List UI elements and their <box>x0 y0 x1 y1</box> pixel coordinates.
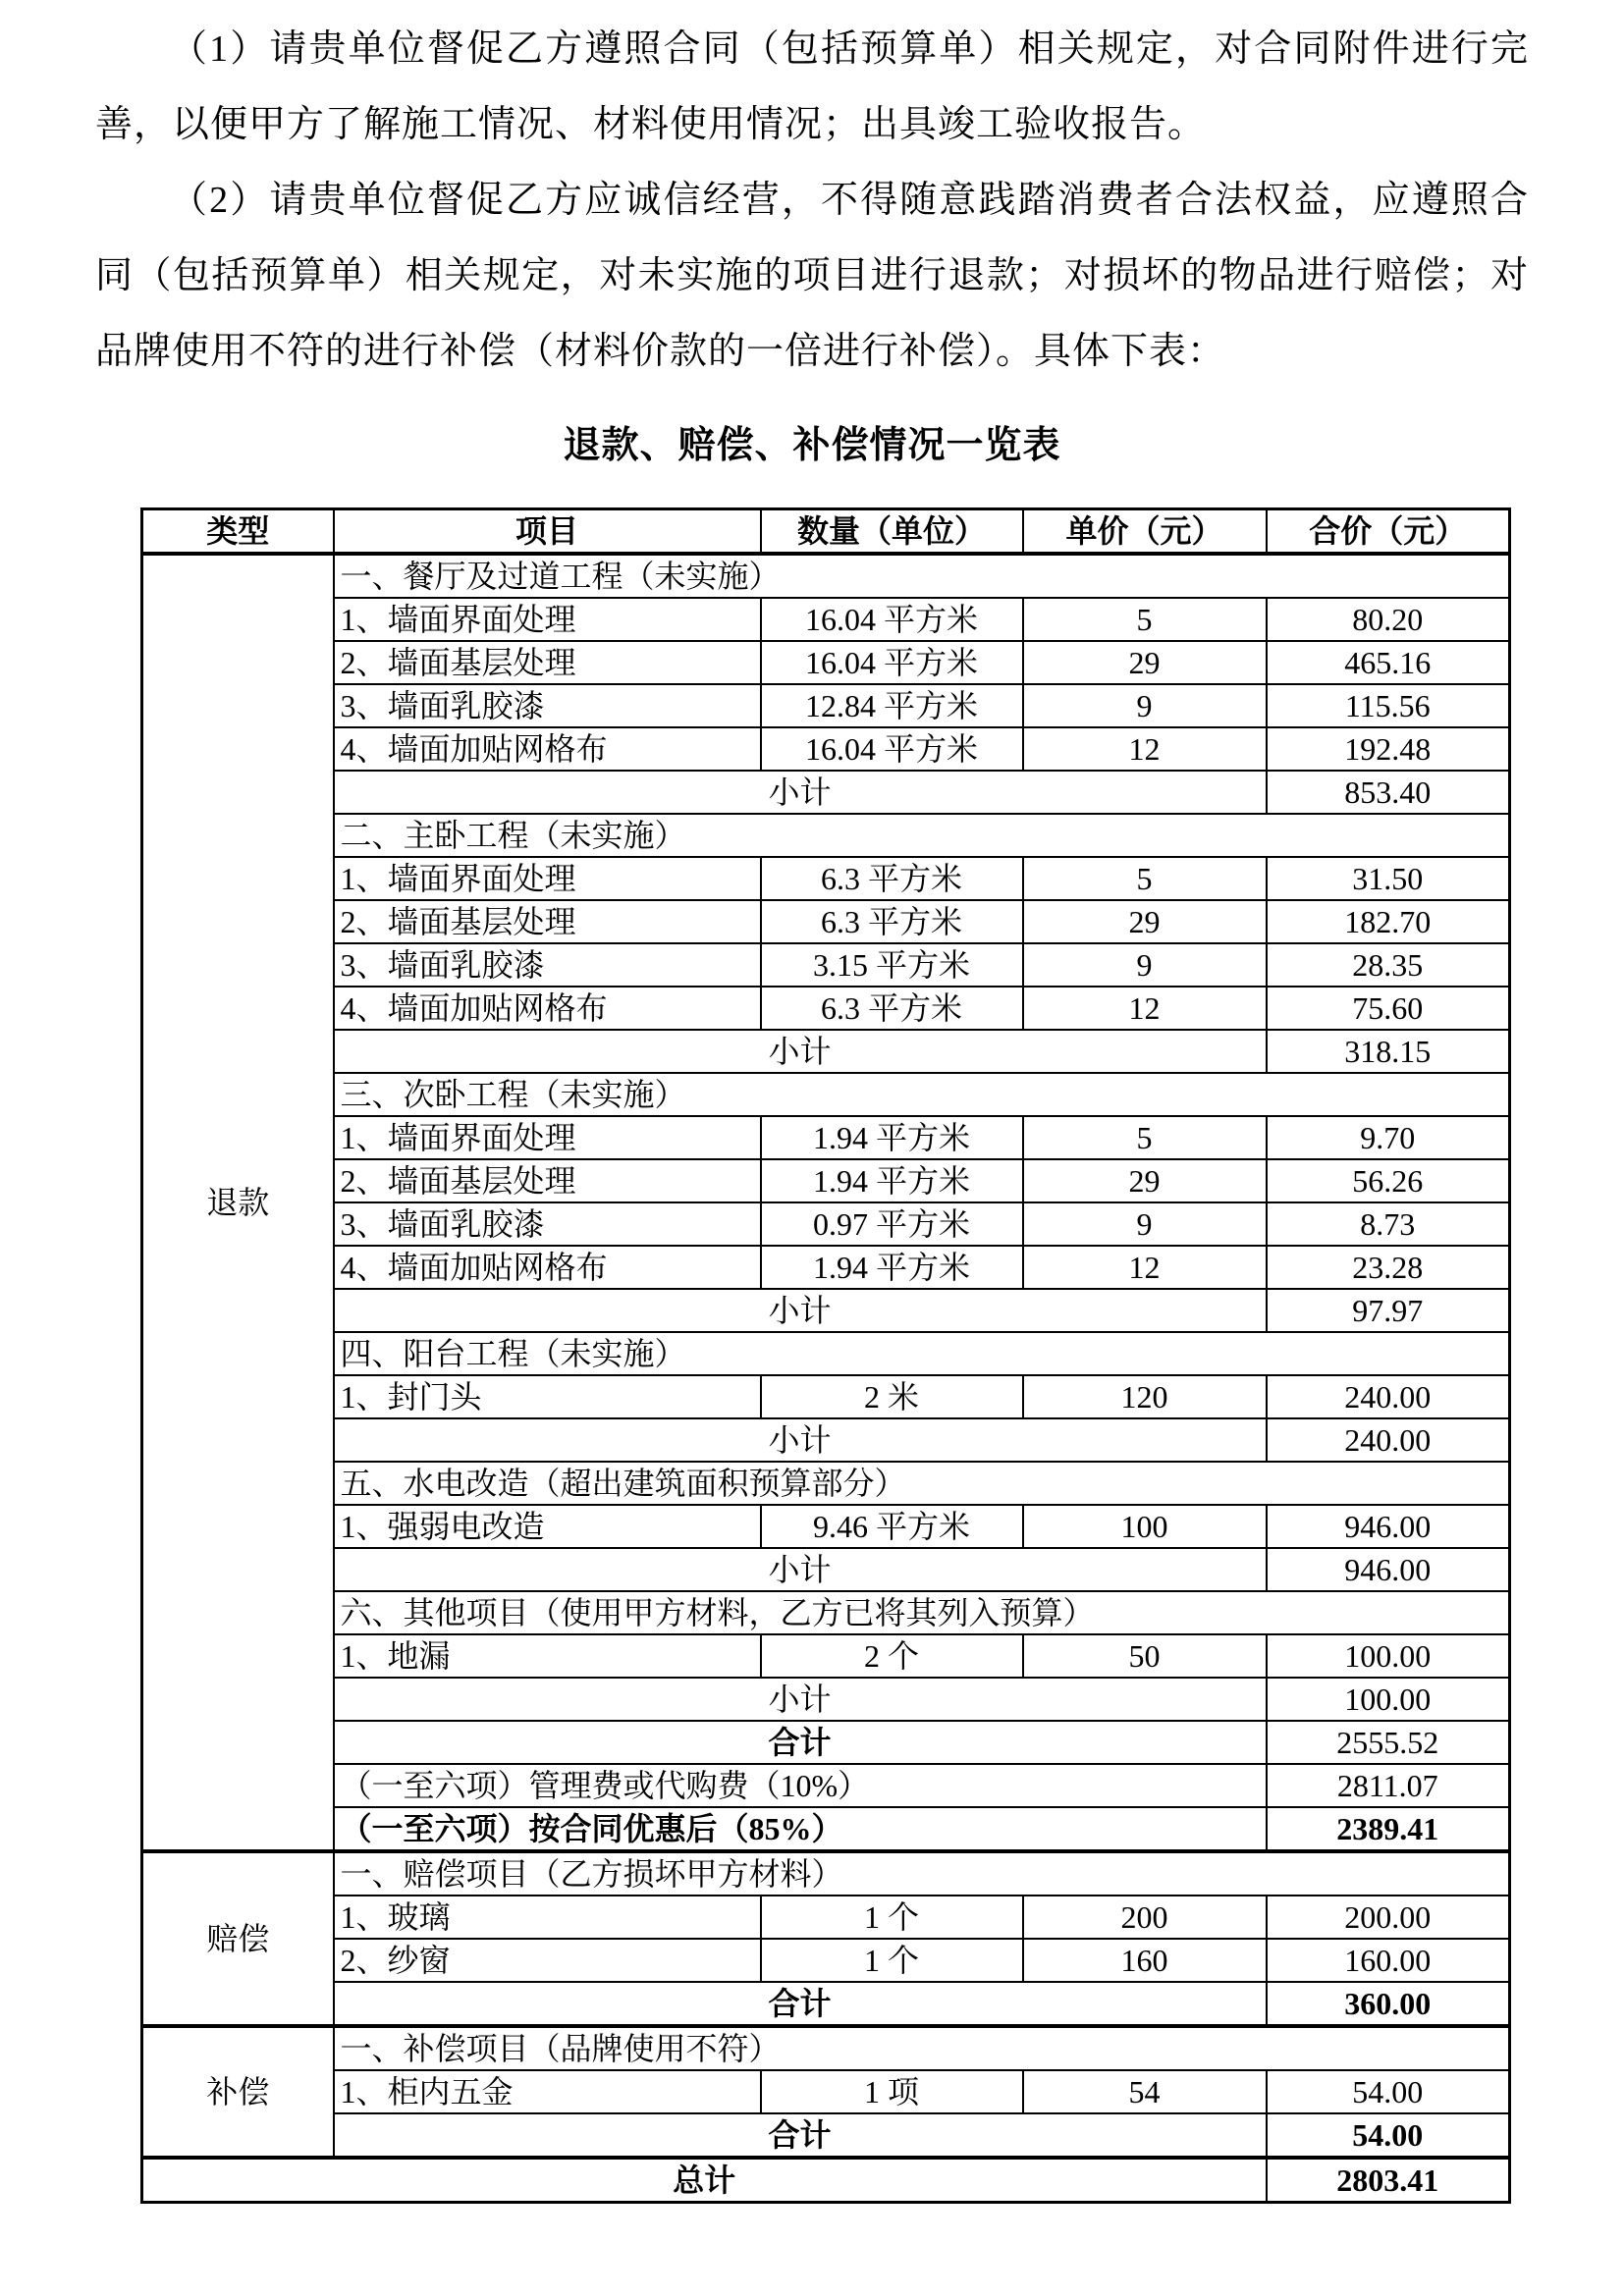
paragraph-1: （1）请贵单位督促乙方遵照合同（包括预算单）相关规定，对合同附件进行完善，以便甲方了解施工情况、材料使用情况；出具竣工验收报告。 <box>95 28 1529 145</box>
table-cell-num: 8.73 <box>1267 1202 1510 1246</box>
table-cell-num: 1 个 <box>761 1896 1023 1939</box>
table-cell-item: 2、墙面基层处理 <box>334 900 761 943</box>
table-cell-num: 100 <box>1023 1505 1267 1548</box>
table-cell-num: 54.00 <box>1267 2113 1510 2158</box>
table-row <box>142 554 1510 598</box>
table-row <box>142 1202 1510 1246</box>
table-cell-num: 115.56 <box>1267 684 1510 727</box>
table-cell-num: 0.97 平方米 <box>761 1202 1023 1246</box>
table-cell-num: 6.3 平方米 <box>761 857 1023 900</box>
table-cell-num: 12 <box>1023 987 1267 1030</box>
table-row <box>142 1591 1510 1634</box>
table-row <box>142 598 1510 641</box>
table-cell-num: 946.00 <box>1267 1548 1510 1591</box>
table-row <box>142 771 1510 814</box>
table-cell-num: 100.00 <box>1267 1634 1510 1678</box>
table-row <box>142 1634 1510 1678</box>
table-row <box>142 2113 1510 2158</box>
table-row <box>142 1073 1510 1116</box>
table-cell-num: 200.00 <box>1267 1896 1510 1939</box>
table-cell-item: 1、强弱电改造 <box>334 1505 761 1548</box>
table-cell-num: 5 <box>1023 857 1267 900</box>
table-cell-sub: 小计 <box>334 1030 1267 1073</box>
table-cell-num: 9 <box>1023 943 1267 987</box>
table-cell-num: 97.97 <box>1267 1289 1510 1332</box>
table-cell-item: 4、墙面加贴网格布 <box>334 727 761 771</box>
table-cell-num: 16.04 平方米 <box>761 641 1023 684</box>
table-cell-sub: 合计 <box>334 1721 1267 1764</box>
table-cell-sub: 小计 <box>334 1289 1267 1332</box>
table-cell-num: 54 <box>1023 2070 1267 2113</box>
table-row <box>142 1896 1510 1939</box>
table-cell-num: 2811.07 <box>1267 1764 1510 1807</box>
table-cell-num: 16.04 平方米 <box>761 727 1023 771</box>
table-cell-item: 1、墙面界面处理 <box>334 1116 761 1159</box>
table-row <box>142 1332 1510 1375</box>
table-row <box>142 1548 1510 1591</box>
table-cell-num: 6.3 平方米 <box>761 987 1023 1030</box>
table-cell-num: 1 个 <box>761 1939 1023 1982</box>
table-cell-num: 182.70 <box>1267 900 1510 943</box>
table-cell-type: 赔偿 <box>142 1851 334 2026</box>
table-cell-item: 1、墙面界面处理 <box>334 857 761 900</box>
paragraph-2: （2）请贵单位督促乙方应诚信经营，不得随意践踏消费者合法权益，应遵照合同（包括预算单）相关规定，对未实施的项目进行退款；对损坏的物品进行赔偿；对品牌使用不符的进行补偿（材料价款的一倍进行补偿）。具体下表： <box>95 180 1529 372</box>
column-header-total-price: 合价（元） <box>1267 509 1510 555</box>
table-row <box>142 1764 1510 1807</box>
table-row <box>142 2026 1510 2070</box>
table-cell-section: 三、次卧工程（未实施） <box>334 1073 1510 1116</box>
column-header-item: 项目 <box>334 509 761 555</box>
table-cell-sub: 小计 <box>334 1678 1267 1721</box>
table-cell-num: 160.00 <box>1267 1939 1510 1982</box>
table-cell-num: 9.70 <box>1267 1116 1510 1159</box>
table-cell-num: 6.3 平方米 <box>761 900 1023 943</box>
table-cell-num: 465.16 <box>1267 641 1510 684</box>
table-cell-num: 12.84 平方米 <box>761 684 1023 727</box>
table-cell-num: 360.00 <box>1267 1982 1510 2026</box>
table-row <box>142 814 1510 857</box>
table-cell-item: 1、玻璃 <box>334 1896 761 1939</box>
table-row <box>142 1505 1510 1548</box>
table-cell-grand: 总计 <box>142 2158 1267 2203</box>
table-row <box>142 641 1510 684</box>
table-cell-type: 退款 <box>142 554 334 1851</box>
table-row <box>142 900 1510 943</box>
table-cell-num: 12 <box>1023 1246 1267 1289</box>
table-cell-num: 56.26 <box>1267 1159 1510 1202</box>
table-cell-num: 9 <box>1023 684 1267 727</box>
table-cell-num: 1 项 <box>761 2070 1023 2113</box>
table-cell-sub: 小计 <box>334 1548 1267 1591</box>
table-row <box>142 1462 1510 1505</box>
table-cell-num: 120 <box>1023 1375 1267 1418</box>
table-cell-num: 50 <box>1023 1634 1267 1678</box>
table-cell-num: 28.35 <box>1267 943 1510 987</box>
column-header-type: 类型 <box>142 509 334 555</box>
table-cell-item: 2、墙面基层处理 <box>334 641 761 684</box>
table-row <box>142 1030 1510 1073</box>
table-cell-item: 3、墙面乳胶漆 <box>334 684 761 727</box>
table-cell-num: 2803.41 <box>1267 2158 1510 2203</box>
table-row <box>142 2070 1510 2113</box>
table-cell-num: 29 <box>1023 1159 1267 1202</box>
table-cell-num: 1.94 平方米 <box>761 1246 1023 1289</box>
table-cell-item: 1、地漏 <box>334 1634 761 1678</box>
table-row <box>142 987 1510 1030</box>
table-cell-num: 29 <box>1023 641 1267 684</box>
table-cell-section: 二、主卧工程（未实施） <box>334 814 1510 857</box>
table-cell-item: 2、墙面基层处理 <box>334 1159 761 1202</box>
table-cell-item: 1、墙面界面处理 <box>334 598 761 641</box>
table-cell-item: 3、墙面乳胶漆 <box>334 1202 761 1246</box>
table-cell-num: 5 <box>1023 1116 1267 1159</box>
table-cell-num: 3.15 平方米 <box>761 943 1023 987</box>
table-row <box>142 1807 1510 1851</box>
table-cell-num: 9 <box>1023 1202 1267 1246</box>
table-row <box>142 857 1510 900</box>
table-title: 退款、赔偿、补偿情况一览表 <box>563 425 1061 466</box>
table-cell-num: 54.00 <box>1267 2070 1510 2113</box>
table-cell-section: 一、补偿项目（品牌使用不符） <box>334 2026 1510 2070</box>
column-header-quantity: 数量（单位） <box>761 509 1023 555</box>
table-body <box>142 554 1510 2203</box>
table-cell-num: 200 <box>1023 1896 1267 1939</box>
table-cell-item: 2、纱窗 <box>334 1939 761 1982</box>
table-cell-fee: （一至六项）按合同优惠后（85%） <box>334 1807 1267 1851</box>
table-row <box>142 1116 1510 1159</box>
table-cell-section: 六、其他项目（使用甲方材料，乙方已将其列入预算） <box>334 1591 1510 1634</box>
table-cell-num: 12 <box>1023 727 1267 771</box>
table-row <box>142 684 1510 727</box>
table-cell-num: 29 <box>1023 900 1267 943</box>
summary-table <box>140 507 1511 2204</box>
table-row <box>142 1159 1510 1202</box>
table-cell-section: 五、水电改造（超出建筑面积预算部分） <box>334 1462 1510 1505</box>
table-cell-num: 1.94 平方米 <box>761 1116 1023 1159</box>
table-row <box>142 1678 1510 1721</box>
table-cell-num: 853.40 <box>1267 771 1510 814</box>
table-cell-num: 2555.52 <box>1267 1721 1510 1764</box>
table-cell-item: 3、墙面乳胶漆 <box>334 943 761 987</box>
table-cell-sub: 合计 <box>334 1982 1267 2026</box>
table-row <box>142 1982 1510 2026</box>
table-cell-sub: 小计 <box>334 1418 1267 1462</box>
table-cell-item: 4、墙面加贴网格布 <box>334 987 761 1030</box>
table-cell-item: 1、封门头 <box>334 1375 761 1418</box>
table-cell-item: 1、柜内五金 <box>334 2070 761 2113</box>
table-cell-num: 23.28 <box>1267 1246 1510 1289</box>
table-cell-num: 16.04 平方米 <box>761 598 1023 641</box>
table-cell-num: 946.00 <box>1267 1505 1510 1548</box>
table-cell-num: 100.00 <box>1267 1678 1510 1721</box>
table-cell-section: 一、赔偿项目（乙方损坏甲方材料） <box>334 1851 1510 1896</box>
table-cell-num: 318.15 <box>1267 1030 1510 1073</box>
table-row <box>142 943 1510 987</box>
table-row <box>142 1939 1510 1982</box>
table-cell-num: 192.48 <box>1267 727 1510 771</box>
table-cell-num: 9.46 平方米 <box>761 1505 1023 1548</box>
table-row <box>142 1418 1510 1462</box>
table-cell-num: 2 个 <box>761 1634 1023 1678</box>
table-cell-num: 5 <box>1023 598 1267 641</box>
table-cell-type: 补偿 <box>142 2026 334 2158</box>
table-cell-item: 4、墙面加贴网格布 <box>334 1246 761 1289</box>
table-row <box>142 1721 1510 1764</box>
table-cell-section: 一、餐厅及过道工程（未实施） <box>334 554 1510 598</box>
table-row <box>142 1851 1510 1896</box>
table-cell-num: 1.94 平方米 <box>761 1159 1023 1202</box>
table-cell-num: 75.60 <box>1267 987 1510 1030</box>
table-cell-sub: 小计 <box>334 771 1267 814</box>
table-cell-num: 240.00 <box>1267 1418 1510 1462</box>
table-row <box>142 1246 1510 1289</box>
table-row <box>142 1289 1510 1332</box>
table-cell-num: 80.20 <box>1267 598 1510 641</box>
table-cell-num: 2 米 <box>761 1375 1023 1418</box>
table-cell-section: 四、阳台工程（未实施） <box>334 1332 1510 1375</box>
table-row <box>142 2158 1510 2203</box>
column-header-unit-price: 单价（元） <box>1023 509 1267 555</box>
table-cell-num: 2389.41 <box>1267 1807 1510 1851</box>
table-header-row <box>142 509 1510 555</box>
table-cell-fee: （一至六项）管理费或代购费（10%） <box>334 1764 1267 1807</box>
table-cell-num: 160 <box>1023 1939 1267 1982</box>
table-cell-num: 31.50 <box>1267 857 1510 900</box>
table-row <box>142 1375 1510 1418</box>
table-row <box>142 727 1510 771</box>
table-cell-sub: 合计 <box>334 2113 1267 2158</box>
table-cell-num: 240.00 <box>1267 1375 1510 1418</box>
